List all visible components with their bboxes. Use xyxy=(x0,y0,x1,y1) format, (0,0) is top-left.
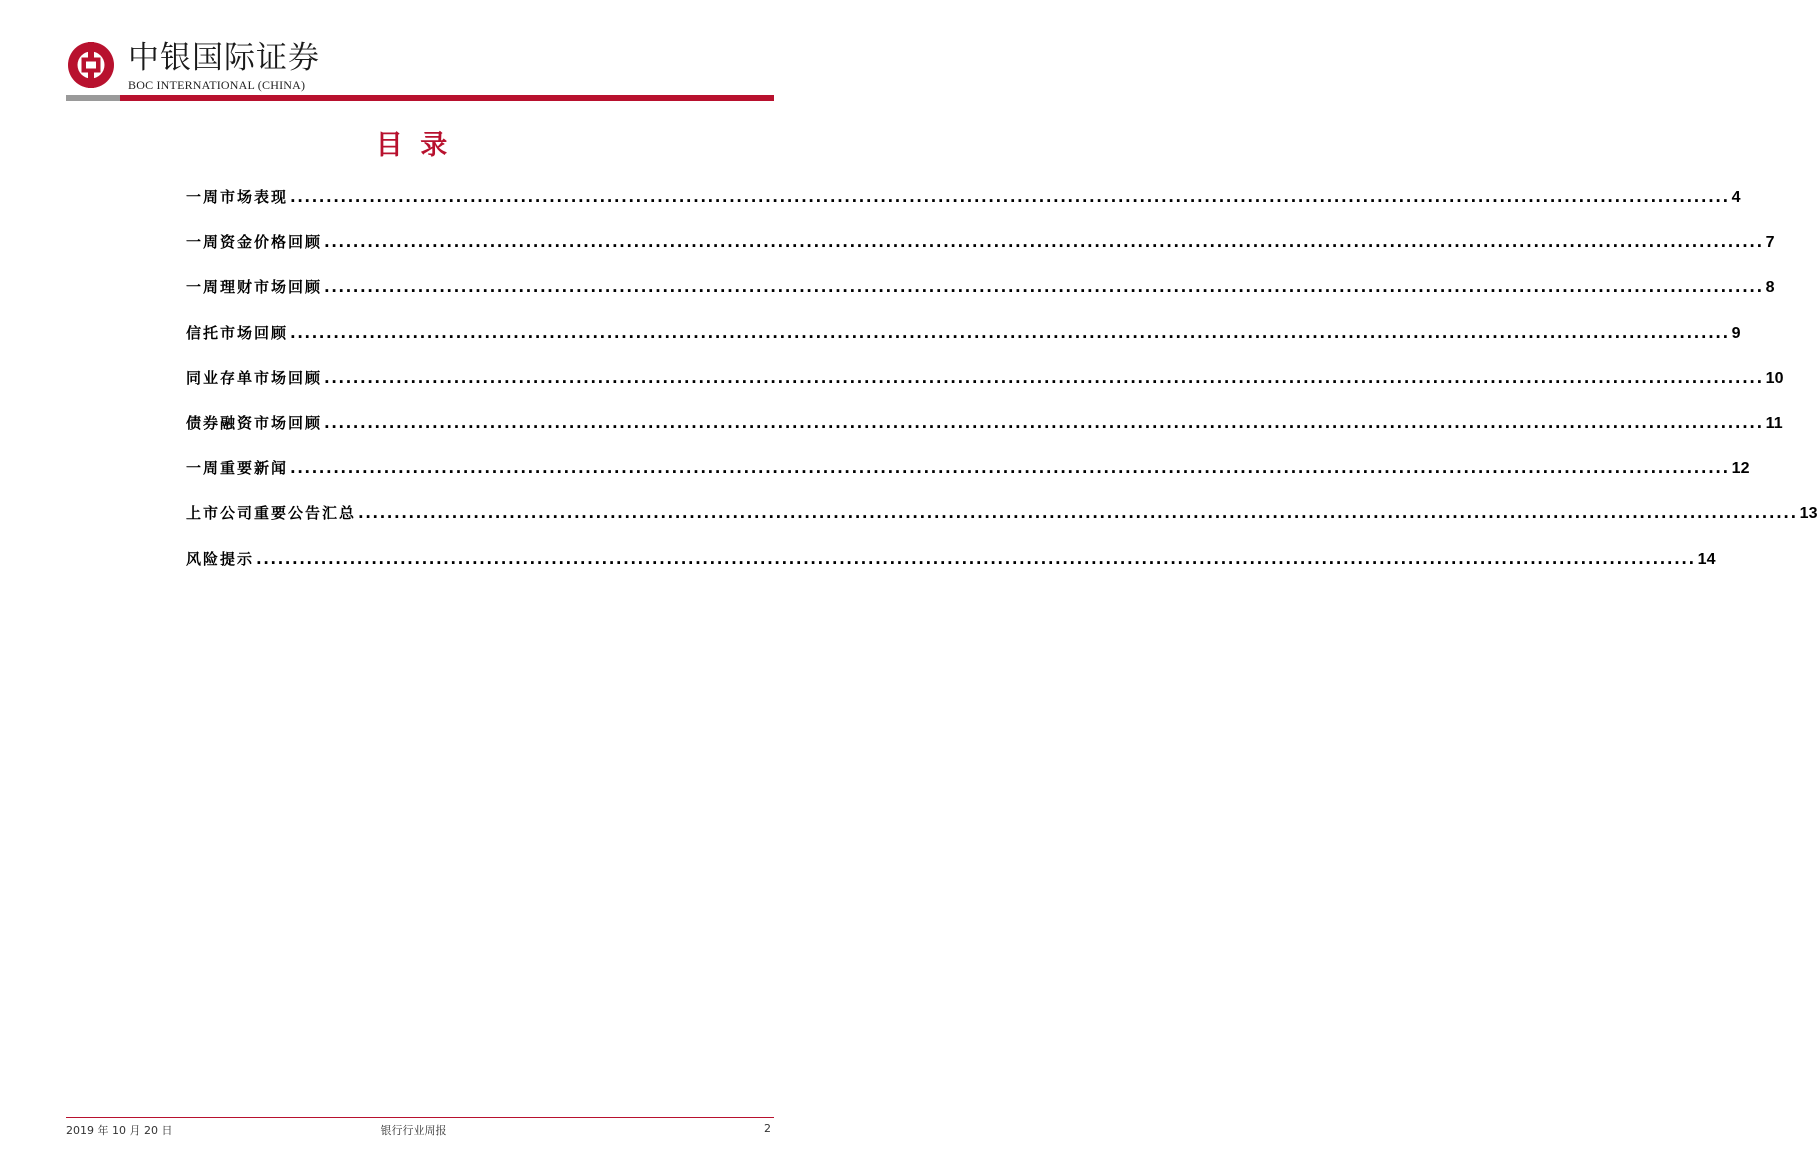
toc-entry-label: 上市公司重要公告汇总 xyxy=(186,504,357,523)
toc-entry-page: 11 xyxy=(1765,414,1783,432)
toc-entry-label: 信托市场回顾 xyxy=(186,323,289,342)
company-name-cn: 中银国际证券 xyxy=(128,40,320,76)
toc-entry[interactable] xyxy=(186,367,1784,412)
toc-title: 目 录 xyxy=(375,130,452,161)
toc-entry[interactable] xyxy=(186,276,1775,321)
header-divider xyxy=(66,95,774,101)
boc-logo-icon xyxy=(66,40,116,90)
toc-entry-label: 同业存单市场回顾 xyxy=(186,368,323,387)
toc-entry-page: 4 xyxy=(1731,189,1741,206)
toc-entry-label: 一周市场表现 xyxy=(186,188,289,206)
header-divider-accent xyxy=(66,95,120,101)
toc-entry-page: 13 xyxy=(1799,505,1817,523)
toc-entry-label: 风险提示 xyxy=(186,549,255,568)
toc-list xyxy=(186,186,1817,593)
toc-entry-label: 债券融资市场回顾 xyxy=(186,413,323,432)
footer-date: 2019 年 10 月 20 日 xyxy=(66,1124,173,1137)
toc-dot-leader: ........................................................................................................................................................................................................ xyxy=(290,459,1730,478)
toc-entry[interactable] xyxy=(186,457,1750,502)
toc-entry[interactable] xyxy=(186,548,1716,593)
toc-entry-page: 8 xyxy=(1765,279,1775,297)
toc-dot-leader: ........................................................................................................................................................................................................ xyxy=(324,413,1764,432)
toc-entry-label: 一周理财市场回顾 xyxy=(186,278,323,297)
toc-entry-page: 12 xyxy=(1731,460,1750,478)
toc-entry[interactable] xyxy=(186,502,1817,547)
toc-entry[interactable] xyxy=(186,322,1741,367)
toc-entry[interactable] xyxy=(186,231,1775,276)
company-name-en: BOC INTERNATIONAL (CHINA) xyxy=(128,78,306,92)
toc-dot-leader: ........................................................................................................................................................................................................ xyxy=(256,549,1696,568)
toc-entry-label: 一周重要新闻 xyxy=(186,459,289,478)
toc-dot-leader: ........................................................................................................................................................................................................ xyxy=(290,188,1730,206)
toc-dot-leader: ........................................................................................................................................................................................................ xyxy=(324,233,1764,252)
toc-entry-label: 一周资金价格回顾 xyxy=(186,233,323,252)
footer-page-number: 2 xyxy=(764,1122,771,1135)
toc-entry-page: 9 xyxy=(1731,324,1741,342)
toc-dot-leader: ........................................................................................................................................................................................................ xyxy=(324,368,1764,387)
toc-entry[interactable] xyxy=(186,186,1741,231)
toc-entry-page: 10 xyxy=(1765,369,1784,387)
toc-dot-leader: ........................................................................................................................................................................................................ xyxy=(358,504,1798,523)
toc-dot-leader: ........................................................................................................................................................................................................ xyxy=(324,278,1764,297)
toc-entry[interactable] xyxy=(186,412,1783,457)
footer-divider xyxy=(66,1117,774,1118)
toc-entry-page: 7 xyxy=(1765,234,1775,252)
toc-entry-page: 14 xyxy=(1697,550,1716,568)
toc-dot-leader: ........................................................................................................................................................................................................ xyxy=(290,323,1730,342)
footer-report-name: 银行行业周报 xyxy=(380,1124,447,1137)
